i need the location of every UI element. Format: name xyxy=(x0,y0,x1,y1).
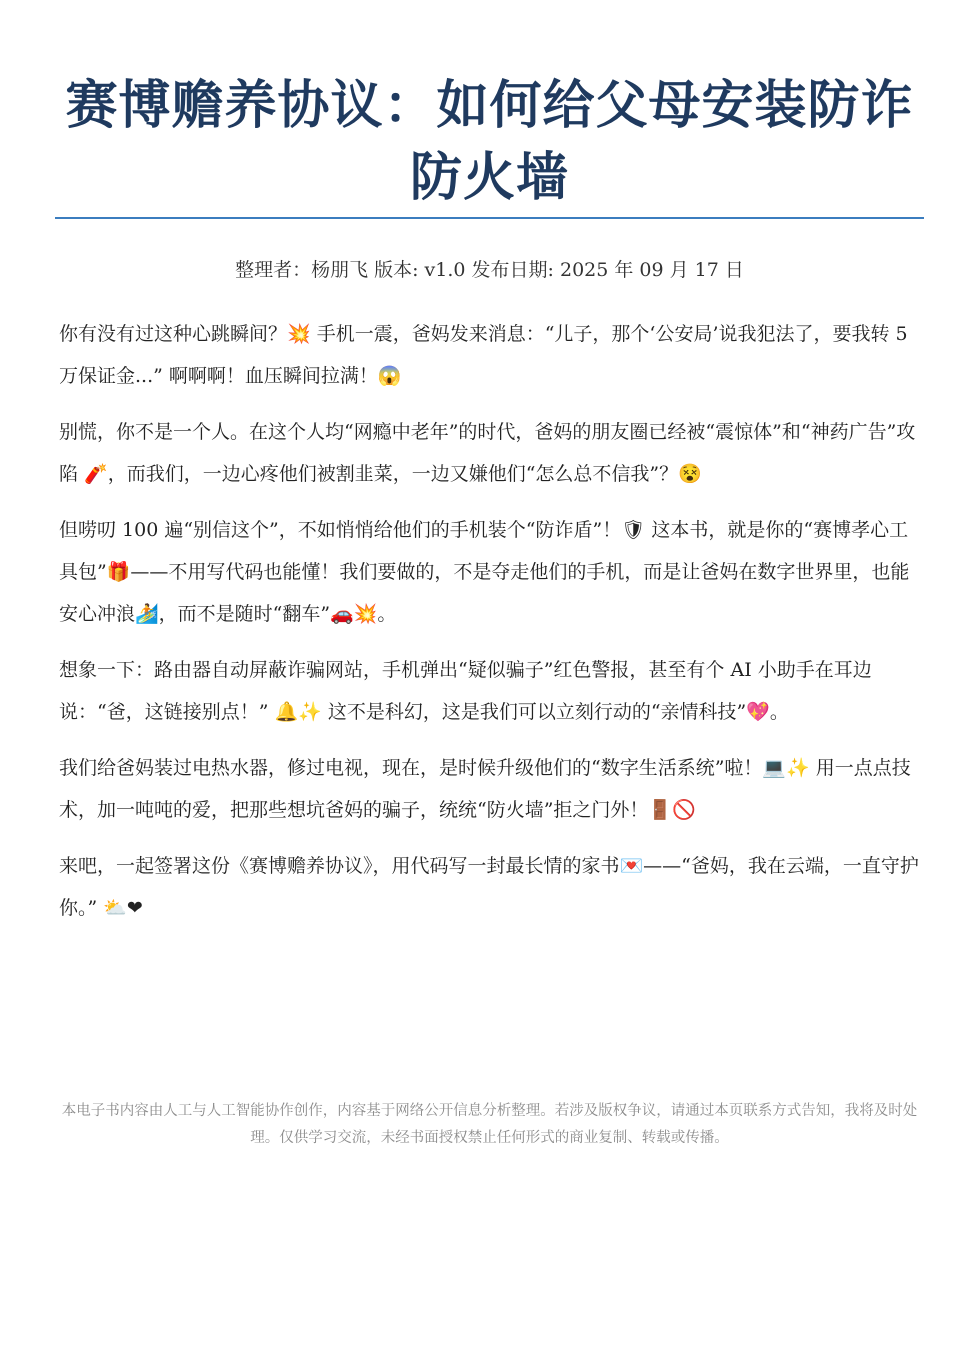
paragraph-upgrade: 我们给爸妈装过电热水器，修过电视，现在，是时候升级他们的“数字生活系统”啦！💻✨ 用一点点技术，加一吨吨的爱，把那些想坑爸妈的骗子，统统“防火墙”拒之门外！🚪🚫 xyxy=(59,757,911,821)
title-divider xyxy=(55,217,924,219)
paragraph-intro: 你有没有过这种心跳瞬间？💥 手机一震，爸妈发来消息：“儿子，那个‘公安局’说我犯法了，要我转 5 万保证金...” 啊啊啊！血压瞬间拉满！😱 xyxy=(59,323,908,387)
copyright-footer: 本电子书内容由人工与人工智能协作创作，内容基于网络公开信息分析整理。若涉及版权争议，请通过本页联系方式告知，我将及时处理。仅供学习交流，未经书面授权禁止任何形式的商业复制、转载或传播。 xyxy=(61,1103,918,1146)
author-version-date: 整理者：杨朋飞 版本: v1.0 发布日期: 2025 年 09 月 17 日 xyxy=(235,259,744,281)
paragraph-not-alone: 别慌，你不是一个人。在这个人均“网瘾中老年”的时代，爸妈的朋友圈已经被“震惊体”和“神药广告”攻陷 🧨，而我们，一边心疼他们被割韭菜，一边又嫌他们“怎么总不信我”？😵 xyxy=(59,421,916,485)
paragraph-anti-fraud-shield: 但唠叨 100 遍“别信这个”，不如悄悄给他们的手机装个“防诈盾”！🛡 这本书，就是你的“赛博孝心工具包”🎁——不用写代码也能懂！我们要做的，不是夺走他们的手机，而是让爸妈在数字世界里，也能安心冲浪🏄，而不是随时“翻车”🚗💥。 xyxy=(59,519,910,625)
paragraph-imagine: 想象一下：路由器自动屏蔽诈骗网站，手机弹出“疑似骗子”红色警报，甚至有个 AI 小助手在耳边说：“爸，这链接别点！” 🔔✨ 这不是科幻，这是我们可以立刻行动的“亲情科技”💖。 xyxy=(59,659,872,723)
body-content xyxy=(59,313,925,943)
page-title: 赛博赡养协议：如何给父母安装防诈防火墙 xyxy=(65,76,914,208)
paragraph-call-to-action: 来吧，一起签署这份《赛博赡养协议》，用代码写一封最长情的家书💌——“爸妈，我在云端，一直守护你。” ⛅❤ xyxy=(59,855,919,919)
